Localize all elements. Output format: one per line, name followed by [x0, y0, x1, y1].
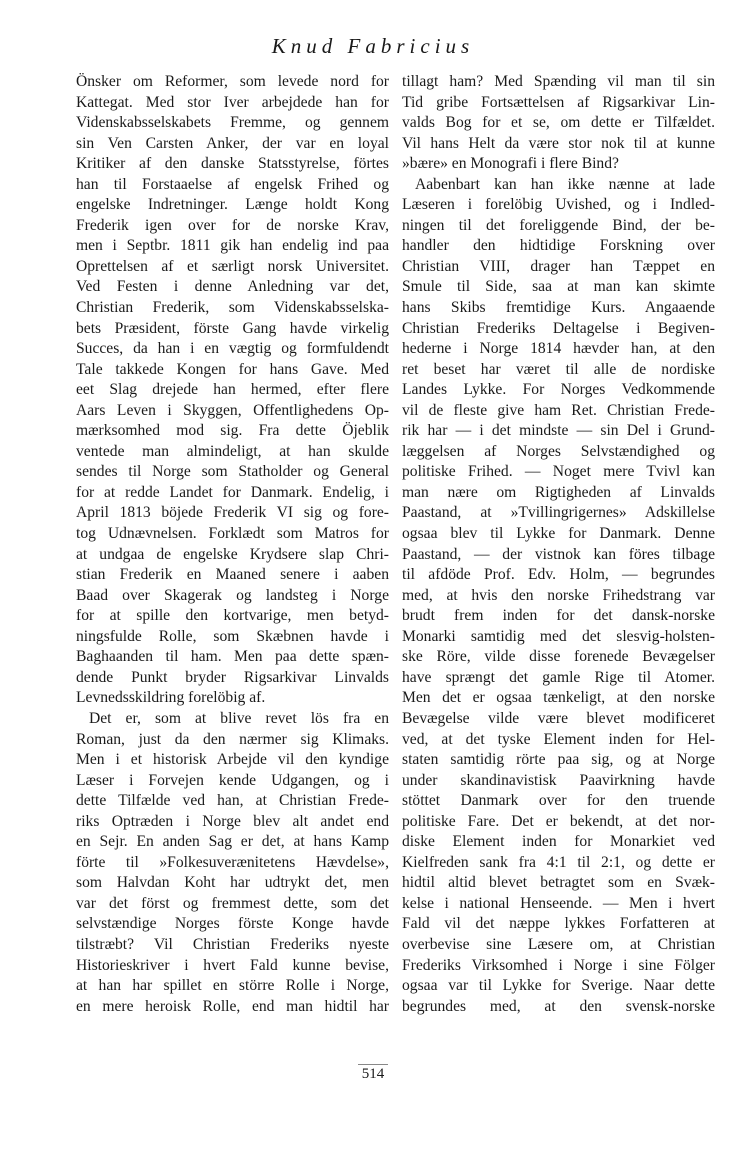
- left-text-column: [76, 72, 389, 1017]
- text-line: eet Slag drejede han hermed, efter flere: [76, 381, 389, 399]
- text-line: en mere heroisk Rolle, end man hidtil har: [76, 997, 389, 1015]
- text-line: dette Tilfælde ved han, at Christian Frede-: [76, 792, 389, 810]
- text-line: begrundes med, at den svensk-norske: [402, 997, 715, 1015]
- text-line: læggelsen af Norges Selvstændighed og: [402, 442, 715, 460]
- text-line: stian Frederik en Maaned senere i aaben: [76, 566, 389, 584]
- text-line: hans Skibs fremtidige Kurs. Angaaende: [402, 299, 715, 317]
- text-line: en Sejr. En anden Sag er det, at hans Kamp: [76, 833, 389, 851]
- text-line: Önsker om Reformer, som levede nord for: [76, 73, 389, 90]
- text-line: sin Ven Carsten Anker, der var en loyal: [76, 134, 389, 152]
- text-line: Baghaanden til ham. Men paa dette spæn-: [76, 648, 389, 666]
- text-line: staten samtidig rörte paa sig, og at Norge: [402, 751, 715, 769]
- text-line: vil de fleste give ham Ret. Christian Frede-: [402, 401, 715, 419]
- text-line: han til Forstaaelse af engelsk Frihed og: [76, 175, 389, 193]
- text-line: ved, at det tyske Element inden for Hel-: [402, 730, 715, 748]
- text-line: Smule til Side, saa at man kan skimte: [402, 278, 715, 296]
- text-line: Læseren i forelöbig Uvished, og i Indled-: [402, 196, 715, 214]
- text-line: Landes Lykke. For Norges Vedkommende: [402, 381, 715, 399]
- text-line: hederne i Norge 1814 hævder han, at den: [402, 340, 715, 358]
- text-line: Bevægelse vilde være blevet modificeret: [402, 709, 715, 727]
- text-line: at undgaa de engelske Krydsere slap Chri-: [76, 545, 389, 563]
- text-line: at han har spillet en större Rolle i Norge,: [76, 977, 389, 995]
- text-line: Men i et historisk Arbejde vil den kyndige: [76, 751, 389, 769]
- text-line: Roman, just da den nærmer sig Klimaks.: [76, 730, 389, 748]
- text-line: selvstændige Norges förste Konge havde: [76, 915, 389, 933]
- text-line: have sprængt det gamle Rige til Atomer.: [402, 668, 715, 686]
- text-line: brudt frem inden for det dansk-norske: [402, 607, 715, 625]
- text-line: Det er, som at blive revet lös fra en: [89, 709, 389, 727]
- text-line: Christian Frederiks Deltagelse i Begiven-: [402, 319, 715, 337]
- text-line: Ved Festen i denne Anledning var det,: [76, 278, 389, 296]
- text-line: förte til »Folkesuverænitetens Hævdelse»,: [76, 853, 389, 871]
- text-line: som Halvdan Koht har udtrykt det, men: [76, 874, 389, 892]
- text-line: dende Punkt bryder Rigsarkivar Linvalds: [76, 668, 389, 686]
- text-line: Levnedsskildring forelöbig af.: [76, 689, 266, 707]
- text-line: Aars Leven i Skyggen, Offentlighedens Op-: [76, 401, 389, 419]
- running-header: Knud Fabricius: [271, 34, 475, 58]
- text-line: for at spille den kortvarige, men betyd-: [76, 607, 389, 625]
- text-line: Tale takkede Kongen for hans Gave. Med: [76, 360, 389, 378]
- text-line: ningen til det foreliggende Bind, der be-: [402, 216, 715, 234]
- text-line: Tid gribe Fortsættelsen af Rigsarkivar Lin-: [402, 93, 715, 111]
- text-line: Oprettelsen af et særligt norsk Universitet.: [76, 257, 389, 275]
- text-line: Christian Frederik, som Videnskabsselska-: [76, 299, 389, 317]
- text-line: man nære om Rigtigheden af Linvalds: [402, 483, 715, 501]
- text-line: Vil hans Helt da være stor nok til at kunne: [402, 134, 715, 152]
- text-line: mærksomhed mod sig. Fra dette Öjeblik: [76, 422, 389, 440]
- text-line: valds Bog for et se, om dette er Tilfældet.: [402, 114, 715, 132]
- text-line: for at redde Landet for Danmark. Endelig, i: [76, 483, 389, 501]
- text-line: politiske Frihed. — Noget mere Tvivl kan: [402, 463, 715, 481]
- text-line: Historieskriver i hvert Fald kunne bevise,: [76, 956, 389, 974]
- text-line: Frederiks Virksomhed i Norge i sine Fölger: [402, 956, 715, 974]
- text-line: stöttet Danmark over for den truende: [402, 792, 715, 810]
- text-line: med, at hvis den norske Frihedstrang var: [402, 586, 715, 604]
- text-line: Paastand, at »Tvillingrigernes» Adskillelse: [402, 504, 715, 522]
- text-line: diske Element inden for Monarkiet ved: [402, 833, 715, 851]
- text-line: tillagt ham? Med Spænding vil man til sin: [402, 73, 715, 90]
- text-line: Succes, da han i en vægtig og formfuldendt: [76, 340, 389, 358]
- text-line: Christian VIII, drager han Tæppet en: [402, 257, 715, 275]
- text-line: hidtil altid blevet betragtet som en Svæk-: [402, 874, 715, 892]
- page-number: 514: [361, 1066, 385, 1082]
- text-line: politiske Fare. Det er bekendt, at det nor-: [402, 812, 715, 830]
- text-line: tog Udnævnelsen. Forklædt som Matros for: [76, 525, 389, 543]
- text-line: Kritiker af den danske Statsstyrelse, förtes: [76, 155, 389, 173]
- text-line: tilstræbt? Vil Christian Frederiks nyeste: [76, 935, 389, 953]
- text-line: Frederik igen over for de norske Krav,: [76, 216, 389, 234]
- text-line: kelse i national Henseende. — Men i hvert: [402, 894, 715, 912]
- text-line: sendes til Norge som Statholder og General: [76, 463, 389, 481]
- text-line: ventede man almindeligt, at han skulde: [76, 442, 389, 460]
- text-line: Læser i Forvejen kende Udgangen, og i: [76, 771, 389, 789]
- text-line: Kielfreden sank fra 4:1 til 2:1, og dette er: [402, 853, 715, 871]
- text-line: men i Septbr. 1811 gik han endelig ind paa: [76, 237, 389, 255]
- text-line: Baad over Skagerak og landsteg i Norge: [76, 586, 389, 604]
- text-line: engelske Indretninger. Længe holdt Kong: [76, 196, 389, 214]
- text-line: »bære» en Monografi i flere Bind?: [402, 155, 619, 173]
- page-number-rule: [358, 1064, 388, 1065]
- text-line: Men det er ogsaa tænkeligt, at den norske: [402, 689, 715, 707]
- text-line: bets Præsident, förste Gang havde virkelig: [76, 319, 389, 337]
- text-line: ningsfulde Rolle, som Skæbnen havde i: [76, 627, 389, 645]
- text-line: Videnskabsselskabets Fremme, og gennem: [76, 114, 389, 132]
- text-line: ogsaa var til Lykke for Sverige. Naar dette: [402, 977, 715, 995]
- text-line: ogsaa blev til Lykke for Danmark. Denne: [402, 525, 715, 543]
- text-line: ret beset har været til alle de nordiske: [402, 360, 715, 378]
- text-line: ske Röre, vilde disse forenede Bevægelser: [402, 648, 715, 666]
- text-line: Monarki samtidig med det slesvig-holsten-: [402, 627, 715, 645]
- text-line: rik har — i det mindste — sin Del i Grund-: [402, 422, 715, 440]
- text-line: under skandinavistisk Paavirkning havde: [402, 771, 715, 789]
- text-line: handler den hidtidige Forskning over: [402, 237, 715, 255]
- text-line: Kattegat. Med stor Iver arbejdede han for: [76, 93, 389, 111]
- text-line: var det först og fremmest dette, som det: [76, 894, 389, 912]
- right-text-column: [402, 72, 715, 1017]
- text-line: overbevise sine Læsere om, at Christian: [402, 935, 715, 953]
- text-line: riks Optræden i Norge blev alt andet end: [76, 812, 389, 830]
- text-line: Fald vil det næppe lykkes Forfatteren at: [402, 915, 715, 933]
- text-line: April 1813 böjede Frederik VI sig og fore-: [76, 504, 389, 522]
- text-line: til afdöde Prof. Edv. Holm, — begrundes: [402, 566, 715, 584]
- text-line: Aabenbart kan han ikke nænne at lade: [415, 175, 715, 193]
- text-line: Paastand, — der vistnok kan föres tilbage: [402, 545, 715, 563]
